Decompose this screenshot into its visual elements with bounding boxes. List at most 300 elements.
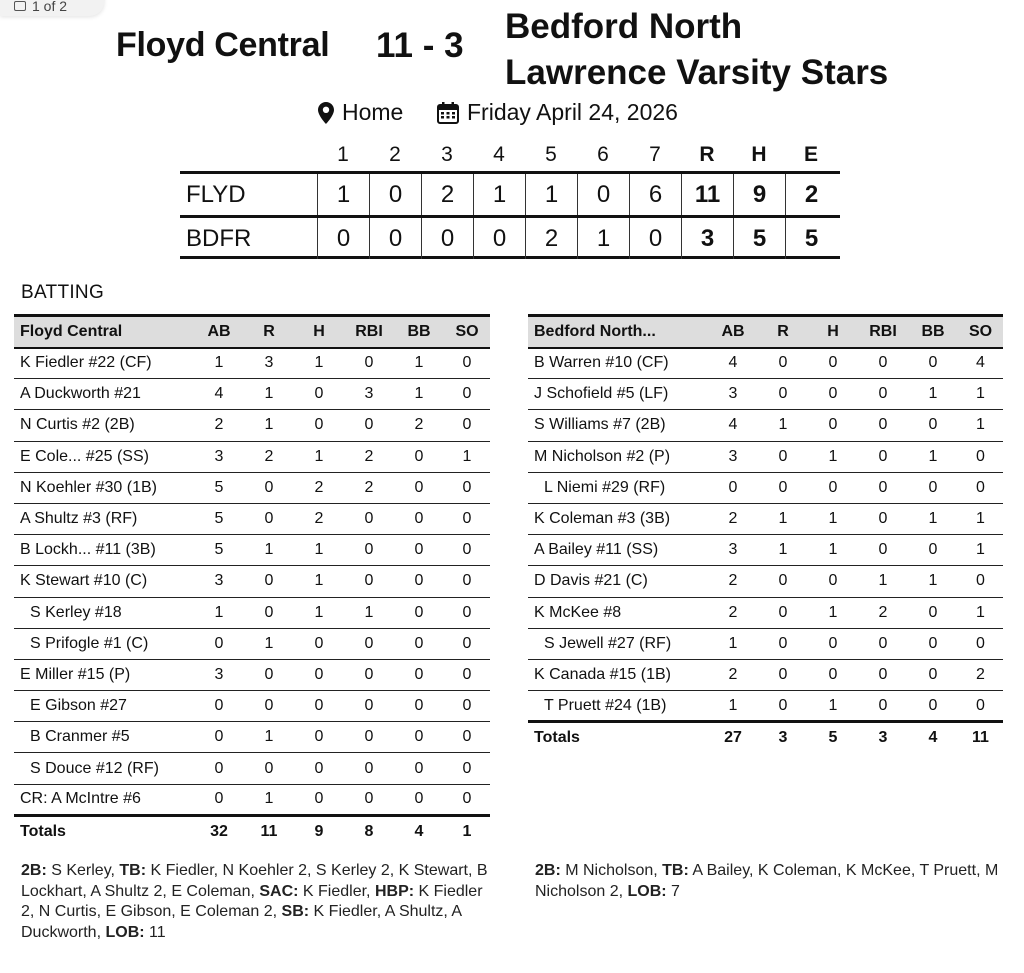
stat-cell: 1 — [858, 566, 908, 597]
totals-cell: 5 — [808, 722, 858, 753]
stat-cell: 0 — [444, 535, 490, 566]
stat-cell: 0 — [808, 472, 858, 503]
final-score: 11 - 3 — [376, 26, 464, 65]
stat-cell: 1 — [394, 348, 444, 379]
stat-cell: 1 — [294, 535, 344, 566]
stat-cell: 1 — [294, 597, 344, 628]
stat-cell: 0 — [708, 472, 758, 503]
stat-cell: 0 — [294, 628, 344, 659]
location-pin-icon — [318, 102, 334, 124]
batting-table-away — [528, 314, 1003, 753]
player-name: A Shultz #3 (RF) — [14, 503, 194, 534]
player-name: D Davis #21 (C) — [528, 566, 708, 597]
table-row[interactable] — [14, 441, 490, 472]
table-row[interactable] — [528, 691, 1003, 722]
date-label: Friday April 24, 2026 — [467, 99, 678, 125]
linescore-cell: 0 — [369, 174, 421, 215]
totals-cell: 3 — [758, 722, 808, 753]
linescore-cell: 1 — [317, 174, 369, 215]
stat-cell: 0 — [194, 753, 244, 784]
stat-cell: 0 — [908, 410, 958, 441]
batting-col-header: H — [294, 316, 344, 348]
table-row[interactable] — [528, 659, 1003, 690]
batting-col-header: Floyd Central — [14, 316, 194, 348]
totals-cell: 3 — [858, 722, 908, 753]
note-label: 2B: — [535, 862, 561, 879]
totals-row — [528, 722, 1003, 753]
stat-cell: 0 — [394, 503, 444, 534]
stat-cell: 0 — [858, 348, 908, 379]
stat-cell: 1 — [958, 597, 1003, 628]
stat-cell: 4 — [708, 348, 758, 379]
stat-cell: 5 — [194, 503, 244, 534]
stat-cell: 0 — [294, 753, 344, 784]
stat-cell: 0 — [808, 410, 858, 441]
stat-cell: 1 — [908, 441, 958, 472]
stat-cell: 0 — [244, 472, 294, 503]
stat-cell: 1 — [344, 597, 394, 628]
player-name: B Warren #10 (CF) — [528, 348, 708, 379]
stat-cell: 0 — [908, 472, 958, 503]
linescore-cell: 0 — [473, 218, 525, 259]
stat-cell: 0 — [444, 566, 490, 597]
stat-cell: 0 — [444, 348, 490, 379]
stat-cell: 0 — [294, 691, 344, 722]
totals-cell: 32 — [194, 815, 244, 846]
player-name: T Pruett #24 (1B) — [528, 691, 708, 722]
stat-cell: 0 — [294, 722, 344, 753]
linescore-col-header: 1 — [337, 143, 349, 166]
stat-cell: 0 — [344, 535, 394, 566]
stat-cell: 0 — [858, 410, 908, 441]
stat-cell: 1 — [758, 535, 808, 566]
stat-cell: 0 — [294, 410, 344, 441]
stat-cell: 0 — [958, 691, 1003, 722]
stat-cell: 0 — [758, 628, 808, 659]
batting-col-header: SO — [444, 316, 490, 348]
stat-cell: 0 — [194, 628, 244, 659]
table-row[interactable] — [528, 597, 1003, 628]
linescore-cell: 0 — [317, 218, 369, 259]
stat-cell: 0 — [908, 691, 958, 722]
away-team-name-line2: Lawrence Varsity Stars — [505, 53, 889, 92]
stat-cell: 3 — [194, 566, 244, 597]
batting-notes-home — [21, 861, 491, 943]
player-name: K Coleman #3 (3B) — [528, 503, 708, 534]
stat-cell: 1 — [958, 503, 1003, 534]
stat-cell: 0 — [444, 379, 490, 410]
batting-col-header: SO — [958, 316, 1003, 348]
table-row[interactable] — [14, 753, 490, 784]
stat-cell: 3 — [194, 441, 244, 472]
linescore-cell: 0 — [369, 218, 421, 259]
note-text: K Fiedler, N Koehler 2, S Kerley 2, K Stewart, B Lockhart, A Shultz 2, E Coleman, — [21, 862, 492, 900]
table-row[interactable] — [14, 503, 490, 534]
batting-col-header: R — [244, 316, 294, 348]
stat-cell: 1 — [294, 348, 344, 379]
table-row[interactable] — [14, 784, 490, 815]
stat-cell: 0 — [908, 628, 958, 659]
stat-cell: 0 — [344, 503, 394, 534]
linescore-cell: 0 — [577, 174, 629, 215]
stat-cell: 1 — [294, 566, 344, 597]
table-row[interactable] — [528, 503, 1003, 534]
stat-cell: 0 — [444, 597, 490, 628]
stat-cell: 0 — [344, 348, 394, 379]
stat-cell: 0 — [758, 441, 808, 472]
stat-cell: 0 — [858, 472, 908, 503]
stat-cell: 0 — [194, 691, 244, 722]
player-name: N Koehler #30 (1B) — [14, 472, 194, 503]
linescore-col-header: R — [699, 143, 715, 166]
stat-cell: 0 — [244, 691, 294, 722]
stat-cell: 0 — [444, 472, 490, 503]
note-text: K Fiedler, A Shultz, A Duckworth, — [21, 903, 466, 941]
stat-cell: 0 — [444, 691, 490, 722]
totals-label: Totals — [14, 815, 194, 846]
stat-cell: 0 — [344, 784, 394, 815]
stat-cell: 0 — [958, 566, 1003, 597]
stat-cell: 0 — [394, 441, 444, 472]
table-row[interactable] — [528, 472, 1003, 503]
stat-cell: 1 — [708, 691, 758, 722]
player-name: S Prifogle #1 (C) — [14, 628, 194, 659]
stat-cell: 2 — [344, 472, 394, 503]
stat-cell: 1 — [808, 441, 858, 472]
linescore-team: BDFR — [186, 225, 252, 252]
linescore-header — [180, 141, 840, 171]
stat-cell: 0 — [344, 753, 394, 784]
player-name: M Nicholson #2 (P) — [528, 441, 708, 472]
stat-cell: 4 — [708, 410, 758, 441]
player-name: L Niemi #29 (RF) — [528, 472, 708, 503]
stat-cell: 1 — [194, 348, 244, 379]
stat-cell: 2 — [294, 503, 344, 534]
stat-cell: 3 — [708, 535, 758, 566]
table-row[interactable] — [528, 441, 1003, 472]
batting-col-header: AB — [194, 316, 244, 348]
game-date — [437, 99, 678, 126]
stat-cell: 0 — [344, 410, 394, 441]
stat-cell: 1 — [908, 379, 958, 410]
batting-col-header: BB — [394, 316, 444, 348]
player-name: K McKee #8 — [528, 597, 708, 628]
stat-cell: 0 — [394, 566, 444, 597]
player-name: S Kerley #18 — [14, 597, 194, 628]
linescore-col-header: 2 — [389, 143, 401, 166]
linescore-row — [180, 215, 840, 259]
player-name: A Duckworth #21 — [14, 379, 194, 410]
stat-cell: 5 — [194, 535, 244, 566]
stat-cell: 3 — [344, 379, 394, 410]
stat-cell: 0 — [858, 503, 908, 534]
stat-cell: 0 — [808, 348, 858, 379]
linescore-col-header: 4 — [493, 143, 505, 166]
linescore-cell: 11 — [681, 174, 733, 215]
stat-cell: 0 — [858, 379, 908, 410]
note-label: TB: — [119, 862, 147, 879]
linescore-cell: 3 — [681, 218, 733, 259]
linescore-cell: 2 — [785, 174, 837, 215]
stat-cell: 0 — [194, 784, 244, 815]
stat-cell: 0 — [758, 691, 808, 722]
linescore-col-header: 6 — [597, 143, 609, 166]
batting-col-header: R — [758, 316, 808, 348]
table-row[interactable] — [14, 472, 490, 503]
stat-cell: 0 — [394, 472, 444, 503]
stat-cell: 0 — [444, 628, 490, 659]
stat-cell: 0 — [808, 628, 858, 659]
table-row[interactable] — [528, 348, 1003, 379]
stat-cell: 1 — [908, 503, 958, 534]
stat-cell: 0 — [758, 566, 808, 597]
stat-cell: 0 — [394, 722, 444, 753]
linescore-cell: 6 — [629, 174, 681, 215]
table-row[interactable] — [14, 628, 490, 659]
away-team-name — [505, 4, 1005, 96]
away-team-name-line1: Bedford North — [505, 7, 743, 46]
linescore-cell: 5 — [785, 218, 837, 259]
stat-cell: 2 — [194, 410, 244, 441]
stat-cell: 1 — [244, 535, 294, 566]
stat-cell: 0 — [444, 784, 490, 815]
stat-cell: 2 — [394, 410, 444, 441]
stat-cell: 0 — [244, 503, 294, 534]
stat-cell: 0 — [758, 348, 808, 379]
stat-cell: 3 — [244, 348, 294, 379]
player-name: E Cole... #25 (SS) — [14, 441, 194, 472]
stat-cell: 0 — [758, 659, 808, 690]
totals-cell: 1 — [444, 815, 490, 846]
stat-cell: 1 — [294, 441, 344, 472]
stat-cell: 0 — [444, 753, 490, 784]
table-row[interactable] — [528, 566, 1003, 597]
stat-cell: 2 — [344, 441, 394, 472]
player-name: A Bailey #11 (SS) — [528, 535, 708, 566]
stat-cell: 0 — [444, 410, 490, 441]
linescore-cell: 0 — [629, 218, 681, 259]
note-label: HBP: — [374, 882, 415, 900]
stat-cell: 0 — [394, 691, 444, 722]
stat-cell: 1 — [244, 628, 294, 659]
stat-cell: 0 — [394, 753, 444, 784]
stat-cell: 0 — [344, 566, 394, 597]
linescore-team: FLYD — [186, 181, 246, 208]
table-row[interactable] — [528, 628, 1003, 659]
note-text: A Bailey, K Coleman, K McKee, T Pruett, M Nicholson 2, — [535, 862, 1003, 900]
linescore-col-header: E — [803, 143, 818, 166]
stat-cell: 1 — [908, 566, 958, 597]
stat-cell: 0 — [858, 535, 908, 566]
linescore-col-header: H — [751, 143, 767, 166]
player-name: E Gibson #27 — [14, 691, 194, 722]
table-row[interactable] — [14, 659, 490, 690]
batting-col-header: RBI — [344, 316, 394, 348]
stat-cell: 1 — [244, 410, 294, 441]
stat-cell: 0 — [958, 472, 1003, 503]
player-name: K Canada #15 (1B) — [528, 659, 708, 690]
note-label: SAC: — [259, 882, 299, 900]
stat-cell: 4 — [958, 348, 1003, 379]
stat-cell: 1 — [244, 379, 294, 410]
table-row[interactable] — [14, 597, 490, 628]
batting-col-header: RBI — [858, 316, 908, 348]
stat-cell: 0 — [858, 659, 908, 690]
stat-cell: 0 — [394, 784, 444, 815]
calendar-icon — [437, 102, 459, 124]
game-info — [0, 99, 1024, 129]
stat-cell: 1 — [958, 535, 1003, 566]
totals-label: Totals — [528, 722, 708, 753]
totals-cell: 4 — [394, 815, 444, 846]
stat-cell: 0 — [244, 566, 294, 597]
table-row[interactable] — [528, 535, 1003, 566]
stat-cell: 0 — [344, 628, 394, 659]
stat-cell: 0 — [758, 597, 808, 628]
linescore-cell: 9 — [733, 174, 785, 215]
stat-cell: 0 — [244, 659, 294, 690]
totals-cell: 8 — [344, 815, 394, 846]
batting-col-header: H — [808, 316, 858, 348]
page-indicator-label: 1 of 2 — [32, 0, 68, 14]
stat-cell: 0 — [958, 628, 1003, 659]
linescore-row — [180, 171, 840, 215]
linescore-cell: 1 — [473, 174, 525, 215]
stat-cell: 0 — [394, 659, 444, 690]
stat-cell: 0 — [394, 628, 444, 659]
note-text: 11 — [144, 923, 166, 941]
table-row[interactable] — [14, 722, 490, 753]
player-name: K Fiedler #22 (CF) — [14, 348, 194, 379]
linescore-cell: 0 — [421, 218, 473, 259]
stat-cell: 2 — [708, 597, 758, 628]
note-text: S Kerley, — [46, 862, 120, 879]
player-name: CR: A McIntre #6 — [14, 784, 194, 815]
note-label: TB: — [662, 862, 689, 879]
stat-cell: 1 — [194, 597, 244, 628]
stat-cell: 0 — [858, 628, 908, 659]
linescore-cell: 1 — [525, 174, 577, 215]
batting-table-home — [14, 314, 490, 847]
stat-cell: 0 — [394, 597, 444, 628]
stat-cell: 1 — [444, 441, 490, 472]
linescore — [180, 141, 840, 259]
stat-cell: 2 — [958, 659, 1003, 690]
stat-cell: 3 — [708, 441, 758, 472]
stat-cell: 0 — [244, 597, 294, 628]
batting-col-header: AB — [708, 316, 758, 348]
linescore-col-header: 3 — [441, 143, 453, 166]
game-header — [0, 0, 1024, 100]
player-name: N Curtis #2 (2B) — [14, 410, 194, 441]
stat-cell: 5 — [194, 472, 244, 503]
stat-cell: 1 — [708, 628, 758, 659]
table-row[interactable] — [528, 410, 1003, 441]
stat-cell: 0 — [294, 379, 344, 410]
stat-cell: 0 — [244, 753, 294, 784]
stat-cell: 0 — [808, 566, 858, 597]
stat-cell: 1 — [808, 691, 858, 722]
note-label: 2B: — [21, 862, 47, 879]
note-text: K Fiedler, — [298, 882, 375, 900]
stat-cell: 0 — [908, 597, 958, 628]
stat-cell: 0 — [294, 659, 344, 690]
note-label: LOB: — [627, 882, 667, 900]
linescore-col-header: 7 — [649, 143, 661, 166]
stat-cell: 2 — [858, 597, 908, 628]
note-label: SB: — [281, 903, 310, 920]
stat-cell: 1 — [244, 784, 294, 815]
stat-cell: 0 — [958, 441, 1003, 472]
stat-cell: 1 — [958, 410, 1003, 441]
stat-cell: 0 — [444, 722, 490, 753]
stat-cell: 1 — [244, 722, 294, 753]
linescore-cell: 5 — [733, 218, 785, 259]
totals-cell: 4 — [908, 722, 958, 753]
stat-cell: 0 — [908, 348, 958, 379]
table-row[interactable] — [14, 410, 490, 441]
stat-cell: 0 — [344, 722, 394, 753]
table-row[interactable] — [14, 535, 490, 566]
totals-row — [14, 815, 490, 846]
table-row[interactable] — [14, 348, 490, 379]
note-text: K Fiedler 2, N Curtis, E Gibson, E Coleman 2, — [21, 882, 487, 920]
stat-cell: 0 — [808, 659, 858, 690]
stat-cell: 1 — [808, 503, 858, 534]
table-row[interactable] — [14, 566, 490, 597]
game-location — [318, 99, 403, 126]
note-text: M Nicholson, — [560, 862, 663, 879]
stat-cell: 0 — [908, 659, 958, 690]
table-row[interactable] — [14, 379, 490, 410]
stat-cell: 3 — [708, 379, 758, 410]
batting-section-title: BATTING — [21, 282, 105, 303]
stat-cell: 2 — [294, 472, 344, 503]
batting-col-header: BB — [908, 316, 958, 348]
stat-cell: 2 — [708, 566, 758, 597]
stat-cell: 1 — [808, 597, 858, 628]
totals-cell: 11 — [958, 722, 1003, 753]
player-name: E Miller #15 (P) — [14, 659, 194, 690]
home-team-name: Floyd Central — [116, 26, 330, 64]
player-name: B Lockh... #11 (3B) — [14, 535, 194, 566]
stat-cell: 0 — [758, 472, 808, 503]
linescore-cell: 2 — [525, 218, 577, 259]
stat-cell: 2 — [708, 659, 758, 690]
stat-cell: 1 — [808, 535, 858, 566]
stat-cell: 0 — [194, 722, 244, 753]
table-row[interactable] — [528, 379, 1003, 410]
stat-cell: 0 — [908, 535, 958, 566]
stat-cell: 1 — [958, 379, 1003, 410]
note-text: 7 — [666, 882, 680, 900]
stat-cell: 0 — [394, 535, 444, 566]
totals-cell: 11 — [244, 815, 294, 846]
player-name: S Jewell #27 (RF) — [528, 628, 708, 659]
stat-cell: 4 — [194, 379, 244, 410]
note-label: LOB: — [105, 923, 145, 941]
table-row[interactable] — [14, 691, 490, 722]
player-name: S Douce #12 (RF) — [14, 753, 194, 784]
stat-cell: 0 — [808, 379, 858, 410]
totals-cell: 9 — [294, 815, 344, 846]
stat-cell: 0 — [758, 379, 808, 410]
stat-cell: 0 — [858, 441, 908, 472]
linescore-col-header: 5 — [545, 143, 557, 166]
player-name: B Cranmer #5 — [14, 722, 194, 753]
batting-col-header: Bedford North... — [528, 316, 708, 348]
location-label: Home — [342, 99, 404, 125]
